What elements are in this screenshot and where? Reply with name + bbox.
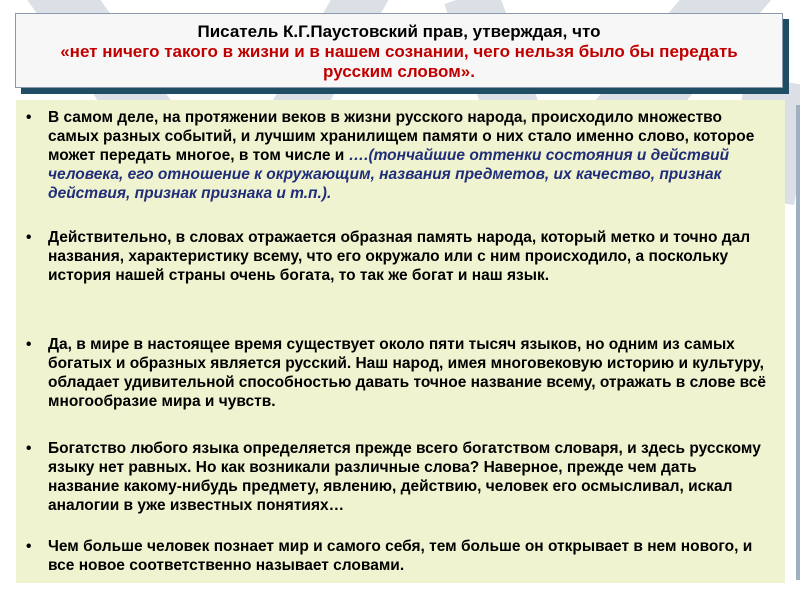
bullet-text-main: В самом деле, на протяжении веков в жизни русского народа, происходило множество самых разных событий, и лучшим хранилищем памяти о них стало именно слово, которое может передать многое, в том числе и — [48, 109, 755, 164]
title-line: Писатель К.Г.Паустовский прав, утверждая, что — [197, 22, 601, 41]
bullet-dot: • — [26, 109, 32, 126]
bullet-item — [16, 228, 785, 285]
bullet-text — [48, 108, 769, 203]
bullet-text: Богатство любого языка определяется прежде всего богатством словаря, и здесь русскому языку нет равных. Но как возникали различные слова? Наверное, прежде чем дать название какому-нибудь предмету, явлению, действию, человек его осмысливал, искал аналогии в уже известных понятиях… — [48, 440, 761, 514]
bullet-text: Действительно, в словах отражается образная память народа, который метко и точно дал названия, характеристику всему, что его окружало или с ним происходило, а поскольку история нашей страны очень богата, то так же богат и наш язык. — [48, 229, 751, 284]
bullet-item — [16, 108, 785, 203]
bullet-dot: • — [26, 229, 32, 246]
bullet-dot: • — [26, 440, 32, 457]
bullet-text-accent: ….(тончайшие оттенки состояния и действий человека, его отношение к окружающим, названия предметов, их качество, признак действия, признак признака и т.п.). — [48, 147, 730, 202]
bullet-item — [16, 335, 785, 411]
bullet-dot: • — [26, 538, 32, 555]
bullet-item — [16, 439, 785, 515]
content-panel — [16, 100, 785, 583]
slide-side-bar — [796, 105, 800, 580]
title-box — [15, 13, 783, 88]
bullet-text: Да, в мире в настоящее время существует около пяти тысяч языков, но одним из самых богатых и образных является русский. Наш народ, имея многовековую историю и культуру, обладает удивительной способностью давать точное название всему, отражать в слове всё многообразие мира и чувств. — [48, 336, 767, 410]
bullet-dot: • — [26, 336, 32, 353]
title-quote: «нет ничего такого в жизни и в нашем сознании, чего нельзя было бы передать русским словом». — [60, 42, 738, 81]
bullet-item — [16, 537, 785, 575]
bullet-text: Чем больше человек познает мир и самого себя, тем больше он открывает в нем нового, и все новое соответственно называет словами. — [48, 538, 753, 574]
